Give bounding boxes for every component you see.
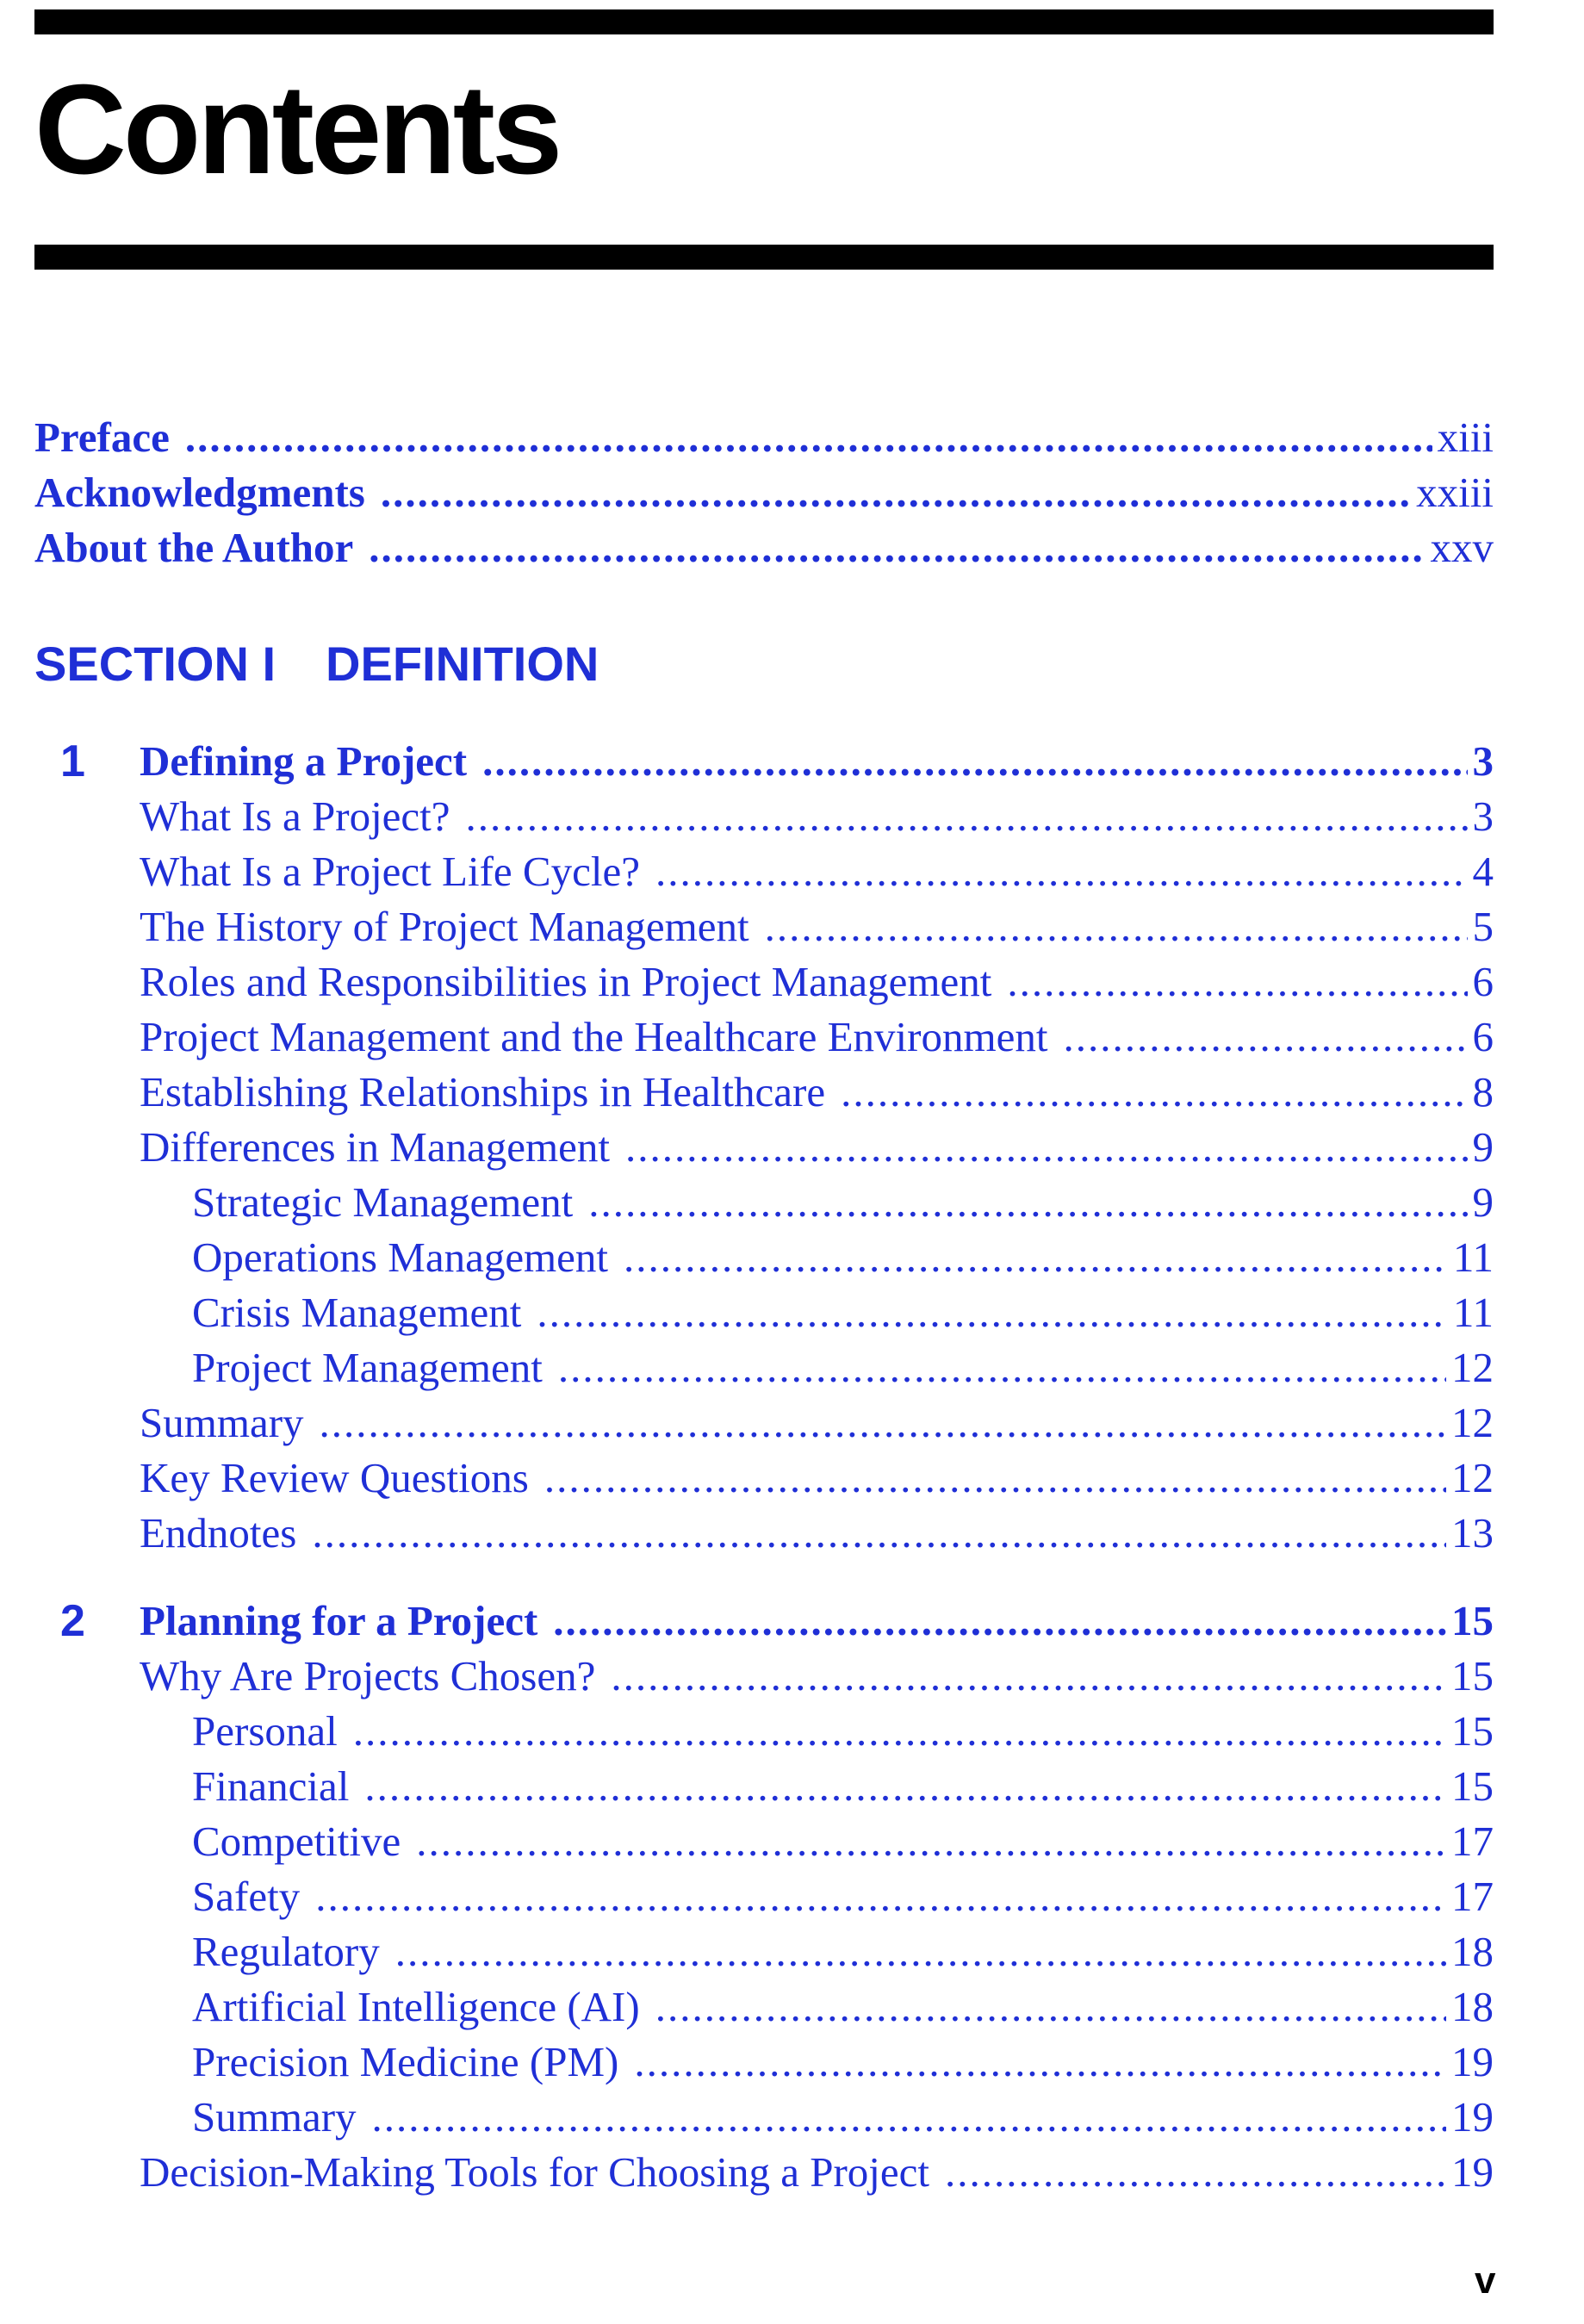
toc-entry-page: 19 [1451, 2148, 1494, 2196]
dot-leader [369, 520, 1425, 575]
dot-leader [372, 2090, 1446, 2145]
toc-entry-page: 3 [1472, 792, 1494, 840]
toc-entry-page: 15 [1451, 1707, 1494, 1755]
toc-entry[interactable] [140, 954, 1494, 1010]
section-label: SECTION I [34, 637, 276, 691]
dot-leader [395, 1924, 1446, 1979]
toc-entry-page: 12 [1451, 1454, 1494, 1501]
toc-entry-title: About the Author [34, 524, 354, 571]
toc-entry-title: Key Review Questions [140, 1454, 529, 1501]
toc-entry-page: 12 [1451, 1399, 1494, 1446]
toc-subentry[interactable] [192, 1285, 1494, 1340]
dot-leader [537, 1285, 1447, 1340]
toc-entry-title: Strategic Management [192, 1178, 574, 1226]
toc-entry-page: 19 [1451, 2093, 1494, 2141]
toc-entry-page: 13 [1451, 1509, 1494, 1557]
toc-entry-page: 15 [1451, 1652, 1494, 1700]
toc-subentry[interactable] [192, 1924, 1494, 1979]
toc-entry-page: xiii [1437, 413, 1494, 461]
toc-subentry[interactable] [192, 1814, 1494, 1869]
dot-leader [353, 1704, 1446, 1759]
toc-entry-title: Artificial Intelligence (AI) [192, 1983, 640, 2030]
toc-entry-page: 8 [1472, 1068, 1494, 1115]
toc-subentry[interactable] [192, 2090, 1494, 2145]
toc-entry-page: 5 [1472, 903, 1494, 950]
toc-entry[interactable] [140, 789, 1494, 844]
toc-entry-title: Decision-Making Tools for Choosing a Project [140, 2148, 930, 2196]
toc-chapter-1[interactable] [140, 734, 1494, 789]
toc-entry-title: Operations Management [192, 1233, 609, 1281]
dot-leader [315, 1869, 1446, 1924]
dot-leader [1063, 1010, 1467, 1065]
toc-entry-title: Crisis Management [192, 1289, 522, 1336]
toc-entry[interactable] [140, 1010, 1494, 1065]
toc-entry-title: Differences in Management [140, 1123, 611, 1171]
section-heading[interactable] [34, 634, 599, 694]
toc-subentry[interactable] [192, 1759, 1494, 1814]
toc-entry-page: 15 [1451, 1762, 1494, 1810]
dot-leader [416, 1814, 1446, 1869]
dot-leader [320, 1395, 1446, 1451]
dot-leader [381, 465, 1411, 520]
toc-entry-title: Establishing Relationships in Healthcare [140, 1068, 826, 1115]
dot-leader [482, 734, 1467, 789]
toc-entry-title: Roles and Responsibilities in Project Management [140, 958, 992, 1005]
chapter-number: 1 [60, 736, 85, 786]
dot-leader [765, 899, 1468, 954]
toc-subentry[interactable] [192, 1979, 1494, 2035]
toc-entry-title: Preface [34, 413, 170, 461]
dot-leader [625, 1120, 1467, 1175]
toc-subentry[interactable] [192, 1230, 1494, 1285]
toc-entry[interactable] [140, 1120, 1494, 1175]
dot-leader [634, 2035, 1446, 2090]
toc-entry-page: 4 [1472, 848, 1494, 895]
chapter-page: 15 [1451, 1597, 1494, 1644]
toc-entry-page: 11 [1452, 1233, 1494, 1281]
toc-entry[interactable] [140, 2145, 1494, 2200]
toc-entry[interactable] [140, 1395, 1494, 1451]
toc-entry-page: 12 [1451, 1344, 1494, 1391]
chapter-title: Planning for a Project [140, 1597, 538, 1644]
dot-leader [558, 1340, 1446, 1395]
toc-entry-title: Precision Medicine (PM) [192, 2038, 619, 2085]
dot-leader [553, 1594, 1446, 1649]
toc-entry-title: Project Management [192, 1344, 543, 1391]
toc-entry[interactable] [140, 844, 1494, 899]
toc-entry-page: 17 [1451, 1818, 1494, 1865]
chapter-title: Defining a Project [140, 737, 468, 785]
section-name: DEFINITION [326, 637, 599, 691]
toc-subentry[interactable] [192, 1175, 1494, 1230]
toc-entry-page: 6 [1472, 1013, 1494, 1060]
toc-entry[interactable] [140, 899, 1494, 954]
toc-entry-title: The History of Project Management [140, 903, 749, 950]
toc-entry-page: 11 [1452, 1289, 1494, 1336]
toc-entry-title: Regulatory [192, 1928, 380, 1975]
toc-entry-page: xxiii [1416, 469, 1494, 516]
toc-entry[interactable] [140, 1065, 1494, 1120]
dot-leader [466, 789, 1468, 844]
dot-leader [544, 1451, 1446, 1506]
toc-subentry[interactable] [192, 1340, 1494, 1395]
toc-entry-title: Competitive [192, 1818, 401, 1865]
dot-leader [655, 844, 1468, 899]
toc-entry-title: What Is a Project Life Cycle? [140, 848, 640, 895]
toc-entry-acknowledgments[interactable] [34, 465, 1494, 520]
dot-leader [364, 1759, 1446, 1814]
toc-entry-title: Financial [192, 1762, 350, 1810]
toc-chapter-2[interactable] [140, 1594, 1494, 1649]
dot-leader [185, 410, 1432, 465]
toc-entry-title: Safety [192, 1873, 301, 1920]
toc-entry-preface[interactable] [34, 410, 1494, 465]
toc-subentry[interactable] [192, 1704, 1494, 1759]
toc-entry[interactable] [140, 1506, 1494, 1561]
title-rule [34, 245, 1494, 270]
toc-entry-title: Summary [140, 1399, 304, 1446]
toc-entry-about-the-author[interactable] [34, 520, 1494, 575]
toc-entry-page: 6 [1472, 958, 1494, 1005]
dot-leader [841, 1065, 1467, 1120]
chapter-number: 2 [60, 1596, 85, 1646]
chapter-page: 3 [1472, 737, 1494, 785]
page-title: Contents [34, 59, 560, 201]
toc-subentry[interactable] [192, 1869, 1494, 1924]
dot-leader [624, 1230, 1448, 1285]
toc-entry-page: 9 [1472, 1123, 1494, 1171]
dot-leader [611, 1649, 1446, 1704]
dot-leader [945, 2145, 1446, 2200]
toc-entry-title: Endnotes [140, 1509, 297, 1557]
toc-entry-page: 19 [1451, 2038, 1494, 2085]
toc-entry-title: Project Management and the Healthcare Environment [140, 1013, 1048, 1060]
toc-entry-title: Personal [192, 1707, 338, 1755]
toc-entry-page: xxv [1430, 524, 1494, 571]
dot-leader [1007, 954, 1467, 1010]
dot-leader [312, 1506, 1446, 1561]
toc-entry-page: 9 [1472, 1178, 1494, 1226]
toc-subentry[interactable] [192, 2035, 1494, 2090]
toc-entry-title: Why Are Projects Chosen? [140, 1652, 596, 1700]
toc-entry-title: What Is a Project? [140, 792, 450, 840]
page-folio: v [1475, 2259, 1496, 2302]
top-rule [34, 9, 1494, 34]
dot-leader [655, 1979, 1446, 2035]
toc-entry-title: Summary [192, 2093, 357, 2141]
toc-entry-page: 18 [1451, 1928, 1494, 1975]
toc-entry-page: 17 [1451, 1873, 1494, 1920]
dot-leader [588, 1175, 1467, 1230]
toc-entry-page: 18 [1451, 1983, 1494, 2030]
toc-entry[interactable] [140, 1649, 1494, 1704]
toc-entry-title: Acknowledgments [34, 469, 365, 516]
toc-entry[interactable] [140, 1451, 1494, 1506]
